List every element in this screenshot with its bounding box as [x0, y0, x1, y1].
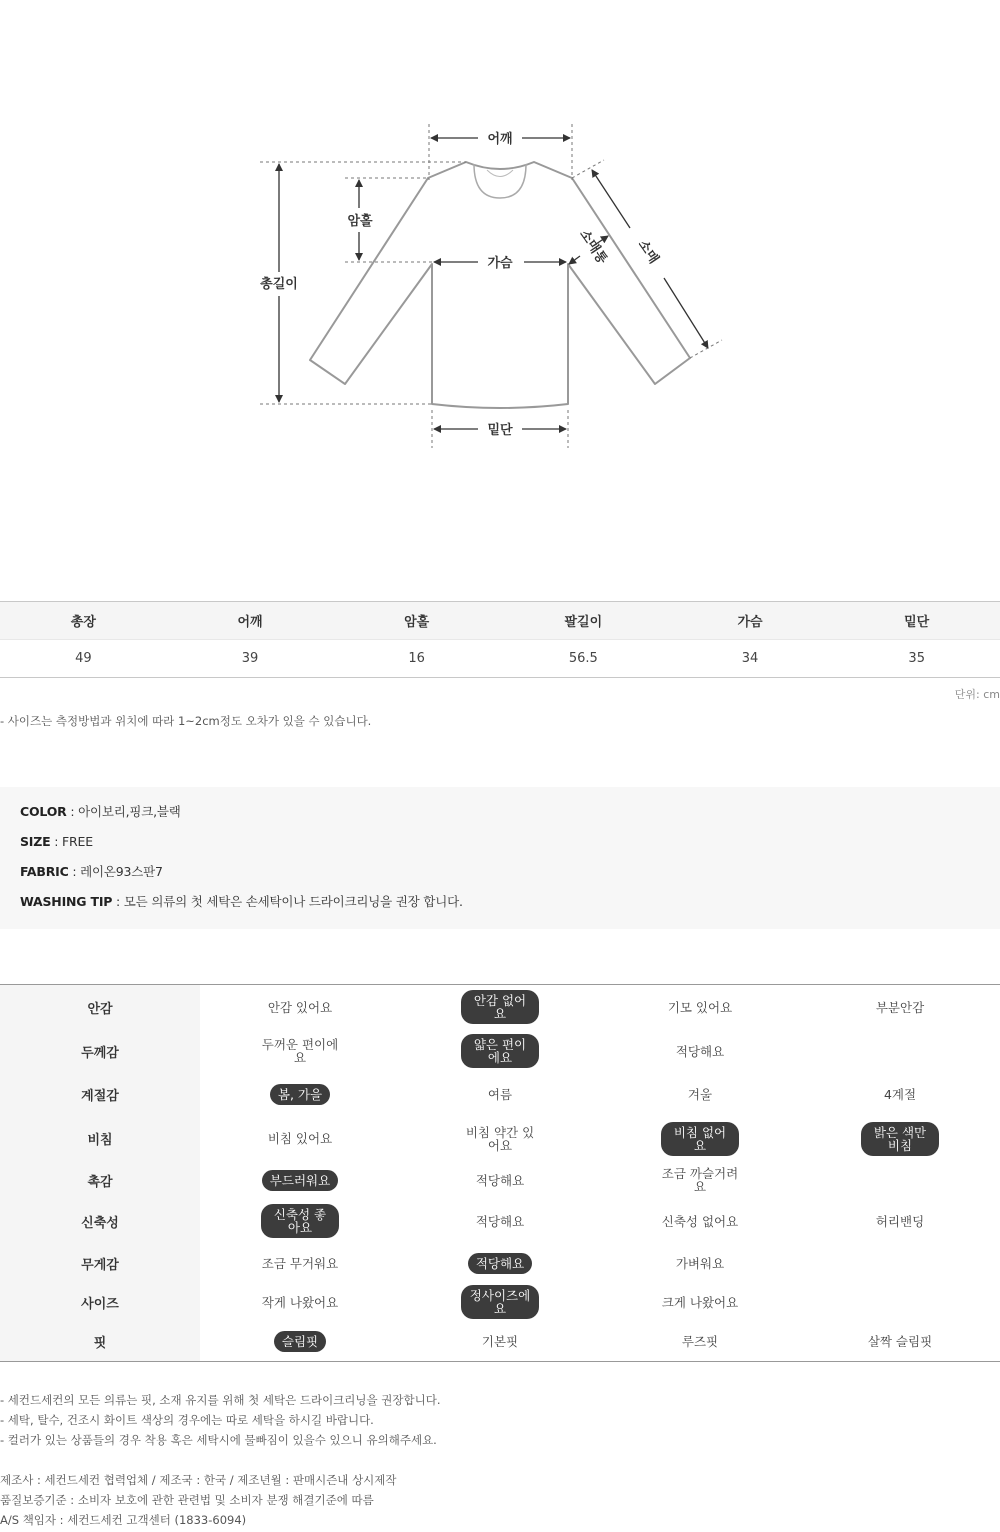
feature-label: 계절감 [81, 1089, 119, 1104]
feature-label: 무게감 [81, 1257, 119, 1273]
size-value-cell: 49 [75, 651, 92, 666]
feature-label: 핏 [93, 1335, 107, 1351]
feature-option: 루즈핏 [681, 1333, 719, 1349]
feature-option-cell [400, 1243, 600, 1283]
feature-option-cell [600, 1073, 800, 1116]
info-washing-value: : 모든 의류의 첫 세탁은 손세탁이나 드라이크리닝을 권장 합니다. [112, 894, 463, 909]
feature-option-cell [200, 985, 400, 1029]
feature-option-selected: 얇은 편이에요 [461, 1034, 539, 1068]
label-sleeve: 소매 [634, 237, 662, 267]
info-fabric-value: : 레이온93스판7 [68, 864, 163, 879]
label-chest: 가슴 [487, 256, 513, 271]
feature-option-cell [400, 1073, 600, 1116]
feature-option-cell [800, 1073, 1000, 1116]
feature-option-cell [600, 1283, 800, 1321]
feature-option-cell [600, 1161, 800, 1199]
feature-option-selected: 부드러워요 [262, 1170, 338, 1191]
feature-label: 안감 [87, 1001, 113, 1017]
feature-option-cell [200, 1283, 400, 1321]
feature-option-cell [800, 1199, 1000, 1243]
size-header-cell: 암홀 [404, 615, 430, 630]
size-value-cell: 56.5 [568, 651, 598, 666]
sleeve-width-arrow-bottom [569, 256, 580, 264]
info-size-label: SIZE [20, 834, 51, 849]
info-color-label: COLOR [20, 804, 67, 819]
feature-option-cell [800, 1029, 1000, 1073]
feature-option: 적당해요 [675, 1043, 725, 1059]
measurement-diagram [0, 0, 1000, 560]
care-note: - 세탁, 탈수, 건조시 화이트 색상의 경우에는 따로 세탁을 하시길 바랍니다. [0, 1413, 374, 1427]
feature-option-cell [800, 1321, 1000, 1361]
product-info-box [0, 787, 1000, 929]
feature-row [0, 1243, 1000, 1283]
feature-option-selected: 비침 없어요 [661, 1122, 739, 1156]
feature-option-cell [800, 1243, 1000, 1283]
feature-option-cell [800, 1161, 1000, 1199]
label-shoulder: 어깨 [487, 132, 513, 147]
feature-option-selected: 슬림핏 [274, 1331, 326, 1352]
feature-option: 작게 나왔어요 [261, 1294, 339, 1310]
feature-option: 비침 있어요 [267, 1131, 333, 1146]
legal-note: 품질보증기준 : 소비자 보호에 관한 관련법 및 소비자 분쟁 해결기준에 따름 [0, 1493, 374, 1507]
feature-option-selected: 적당해요 [468, 1253, 532, 1274]
feature-option-cell [400, 1321, 600, 1361]
feature-option: 살짝 슬림핏 [867, 1333, 933, 1349]
feature-label: 비침 [87, 1133, 113, 1148]
feature-option-cell [200, 1029, 400, 1073]
feature-row [0, 1029, 1000, 1073]
feature-option-cell [200, 1243, 400, 1283]
feature-option: 가벼워요 [675, 1255, 725, 1271]
unit-label: 단위: cm [954, 688, 1000, 701]
label-sleeve-width: 소매통 [576, 227, 610, 267]
feature-option-cell [200, 1116, 400, 1161]
feature-option-cell [200, 1199, 400, 1243]
feature-option: 여름 [487, 1087, 513, 1102]
feature-option-cell [400, 1199, 600, 1243]
feature-option: 신축성 없어요 [661, 1213, 739, 1229]
info-washing [20, 894, 980, 924]
info-fabric-label: FABRIC [20, 864, 69, 879]
size-value-cell: 39 [241, 651, 259, 666]
feature-option: 부분안감 [875, 999, 925, 1015]
feature-option-cell [400, 985, 600, 1029]
size-value-cell: 16 [408, 651, 425, 666]
label-armhole: 암홀 [347, 214, 373, 229]
feature-option-cell [800, 985, 1000, 1029]
feature-option: 기모 있어요 [667, 999, 733, 1015]
garment-outline [310, 162, 690, 408]
size-header-cell: 어깨 [237, 615, 263, 630]
feature-option: 크게 나왔어요 [661, 1294, 739, 1310]
care-notes [0, 1392, 440, 1532]
feature-option-cell [800, 1116, 1000, 1161]
feature-option: 조금 무거워요 [261, 1255, 339, 1271]
feature-option: 적당해요 [475, 1172, 525, 1188]
feature-option: 비침 약간 있어요 [465, 1124, 535, 1153]
info-size-value: : FREE [50, 834, 93, 849]
feature-option: 안감 있어요 [267, 999, 333, 1015]
feature-table [0, 984, 1000, 1362]
legal-note: A/S 책임자 : 세컨드세컨 고객센터 (1833-6094) [0, 1513, 247, 1527]
size-table-header [0, 602, 1000, 639]
legal-note: 제조사 : 세컨드세컨 협력업체 / 제조국 : 한국 / 제조년월 : 판매시즌내 상시제작 [0, 1473, 397, 1487]
feature-row [0, 1116, 1000, 1161]
feature-option: 4계절 [883, 1087, 917, 1102]
feature-row [0, 1161, 1000, 1199]
feature-option-selected: 신축성 좋아요 [261, 1204, 339, 1238]
care-note: - 세컨드세컨의 모든 의류는 핏, 소재 유지를 위해 첫 세탁은 드라이크리닝을 권장합니다. [0, 1393, 441, 1407]
feature-row [0, 1321, 1000, 1361]
feature-option-cell [600, 1116, 800, 1161]
size-table [0, 601, 1000, 678]
feature-label: 두께감 [81, 1045, 119, 1061]
feature-option: 적당해요 [475, 1213, 525, 1229]
info-color [20, 804, 980, 834]
size-value-cell: 35 [908, 651, 925, 666]
size-header-cell: 밑단 [904, 615, 930, 630]
feature-option-cell [600, 1029, 800, 1073]
feature-option-cell [400, 1161, 600, 1199]
feature-row [0, 1073, 1000, 1116]
feature-option: 조금 까슬거려요 [661, 1166, 739, 1194]
feature-label: 촉감 [87, 1174, 113, 1190]
sleeve-arrow-top [592, 170, 630, 228]
size-header-cell: 가슴 [737, 615, 763, 630]
feature-option: 두꺼운 편이에요 [261, 1037, 339, 1065]
label-total-length: 총길이 [260, 277, 298, 292]
feature-row [0, 985, 1000, 1029]
feature-option-cell [600, 985, 800, 1029]
feature-option-cell [600, 1243, 800, 1283]
info-size [20, 834, 980, 864]
feature-option-cell [600, 1199, 800, 1243]
label-hem: 밑단 [487, 423, 513, 438]
feature-option-cell [400, 1116, 600, 1161]
feature-label: 사이즈 [81, 1296, 119, 1312]
guide-lines [260, 124, 722, 448]
feature-option-cell [400, 1283, 600, 1321]
feature-option-selected: 봄, 가을 [270, 1084, 330, 1105]
feature-option: 허리밴딩 [875, 1213, 925, 1229]
info-fabric [20, 864, 980, 894]
feature-option-selected: 안감 없어요 [461, 990, 539, 1024]
feature-row [0, 1283, 1000, 1321]
feature-option-selected: 밝은 색만 비침 [861, 1122, 939, 1156]
info-color-value: : 아이보리,핑크,블랙 [66, 804, 181, 819]
feature-option-cell [400, 1029, 600, 1073]
feature-option-cell [800, 1283, 1000, 1321]
size-header-cell: 팔길이 [564, 615, 603, 630]
feature-option-cell [600, 1321, 800, 1361]
sleeve-arrow-bottom [664, 278, 708, 348]
feature-option-selected: 정사이즈에요 [461, 1285, 539, 1319]
size-note: - 사이즈는 측정방법과 위치에 따라 1~2cm정도 오차가 있을 수 있습니다. [0, 714, 372, 728]
feature-option: 겨울 [687, 1087, 713, 1102]
size-value-cell: 34 [741, 651, 759, 666]
feature-option: 기본핏 [481, 1333, 519, 1349]
size-table-row [0, 639, 1000, 677]
feature-option-cell [200, 1161, 400, 1199]
care-note: - 컬러가 있는 상품들의 경우 착용 혹은 세탁시에 물빠짐이 있을수 있으니 유의해주세요. [0, 1433, 437, 1447]
feature-label: 신축성 [81, 1215, 119, 1231]
feature-row [0, 1199, 1000, 1243]
info-washing-label: WASHING TIP [20, 894, 113, 909]
feature-option-cell [200, 1073, 400, 1116]
feature-option-cell [200, 1321, 400, 1361]
size-header-cell: 총장 [70, 615, 96, 630]
